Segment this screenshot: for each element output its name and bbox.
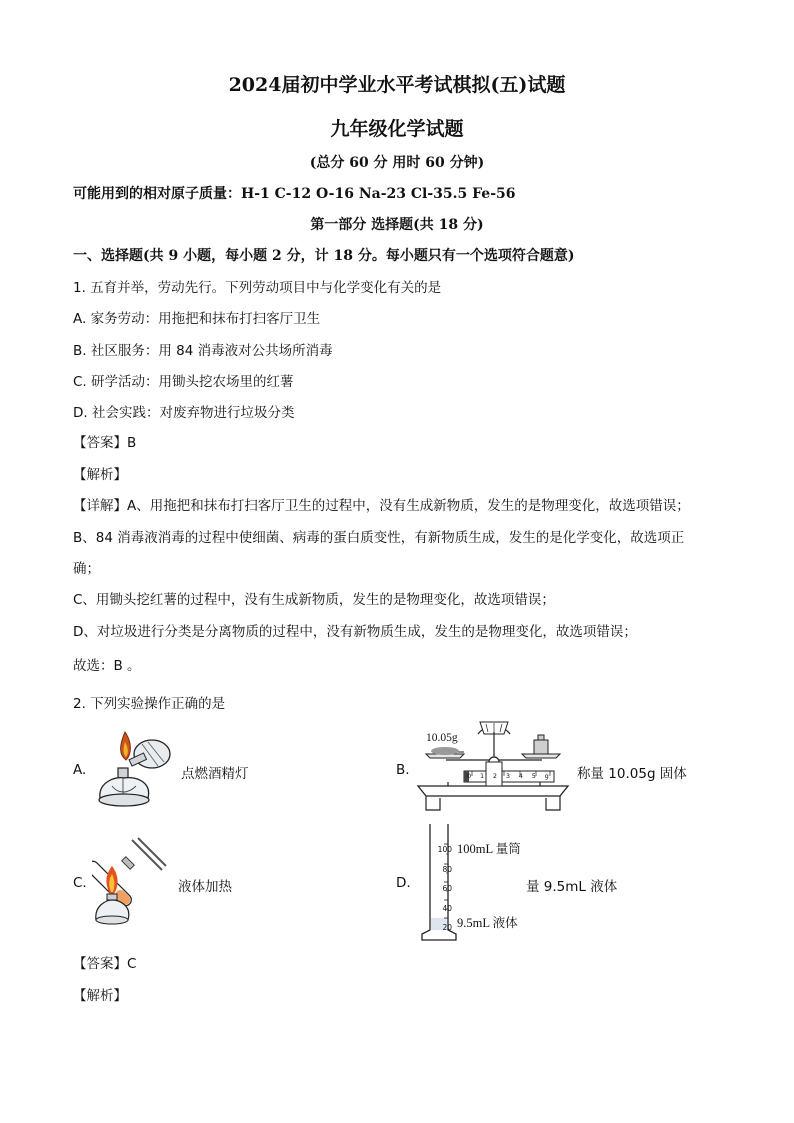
cylinder-label: 100mL 量筒 [457,842,521,856]
part-one-heading: 第一部分 选择题(共 18 分) [310,217,484,233]
q1-detail-line: 【详解】A、用拖把和抹布打扫客厅卫生的过程中，没有生成新物质，发生的是物理变化，故选项错误； [73,498,690,514]
q1-analysis-label: 【解析】 [73,467,127,483]
scale-tick-labels: 012345g [467,772,558,780]
q1-detail-line: D、对垃圾进行分类是分离物质的过程中，没有新物质生成，发生的是物理变化，故选项错误； [73,624,637,640]
heating-liquid-figure [92,834,172,926]
q1-option-c: C. 研学活动：用锄头挖农场里的红薯 [73,374,294,390]
lighting-lamp-figure [92,720,182,815]
q2-option-b-mass-label: 10.05g [426,732,458,744]
q2-option-d-caption: 量 9.5mL 液体 [526,879,618,895]
q1-option-d: D. 社会实践：对废弃物进行垃圾分类 [73,405,295,421]
q2-answer: 【答案】C [73,956,137,972]
paper-subtitle: 九年级化学试题 [330,118,464,140]
section-one-heading: 一、选择题(共 9 小题，每小题 2 分，计 18 分。每小题只有一个选项符合题意) [73,248,575,264]
q2-option-b-letter: B. [396,762,410,778]
q1-option-a: A. 家务劳动：用拖把和抹布打扫客厅卫生 [73,311,321,327]
score-time: (总分 60 分 用时 60 分钟) [309,155,485,171]
q2-option-c-caption: 液体加热 [178,879,232,895]
q1-detail-line: C、用锄头挖红薯的过程中，没有生成新物质，发生的是物理变化，故选项错误； [73,592,555,608]
q1-detail-line: 确； [73,561,100,577]
q2-option-d-letter: D. [396,875,411,891]
q2-stem: 2. 下列实验操作正确的是 [73,696,226,712]
q2-option-a-caption: 点燃酒精灯 [181,766,249,782]
q1-detail-line: 故选：B 。 [73,658,141,674]
exam-title: 2024届初中学业水平考试棋拟(五)试题 [228,74,566,96]
atomic-mass-line: 可能用到的相对原子质量：H-1 C-12 O-16 Na-23 Cl-35.5 Fe-56 [73,186,516,202]
cylinder-tick-labels: 100 80 60 40 20 [437,845,452,932]
liquid-label: 9.5mL 液体 [457,916,518,930]
q1-answer: 【答案】B [73,435,137,451]
q2-option-a-letter: A. [73,762,87,778]
q1-detail-line: B、84 消毒液消毒的过程中使细菌、病毒的蛋白质变性，有新物质生成，发生的是化学变化，故选项正 [73,530,685,546]
q2-analysis-label: 【解析】 [73,988,127,1004]
q2-option-c-letter: C. [73,875,87,891]
q1-stem: 1. 五育并举，劳动先行。下列劳动项目中与化学变化有关的是 [73,280,442,296]
q1-option-b: B. 社区服务：用 84 消毒液对公共场所消毒 [73,343,333,359]
q2-option-b-caption: 称量 10.05g 固体 [577,766,687,782]
balance-figure [412,718,574,818]
